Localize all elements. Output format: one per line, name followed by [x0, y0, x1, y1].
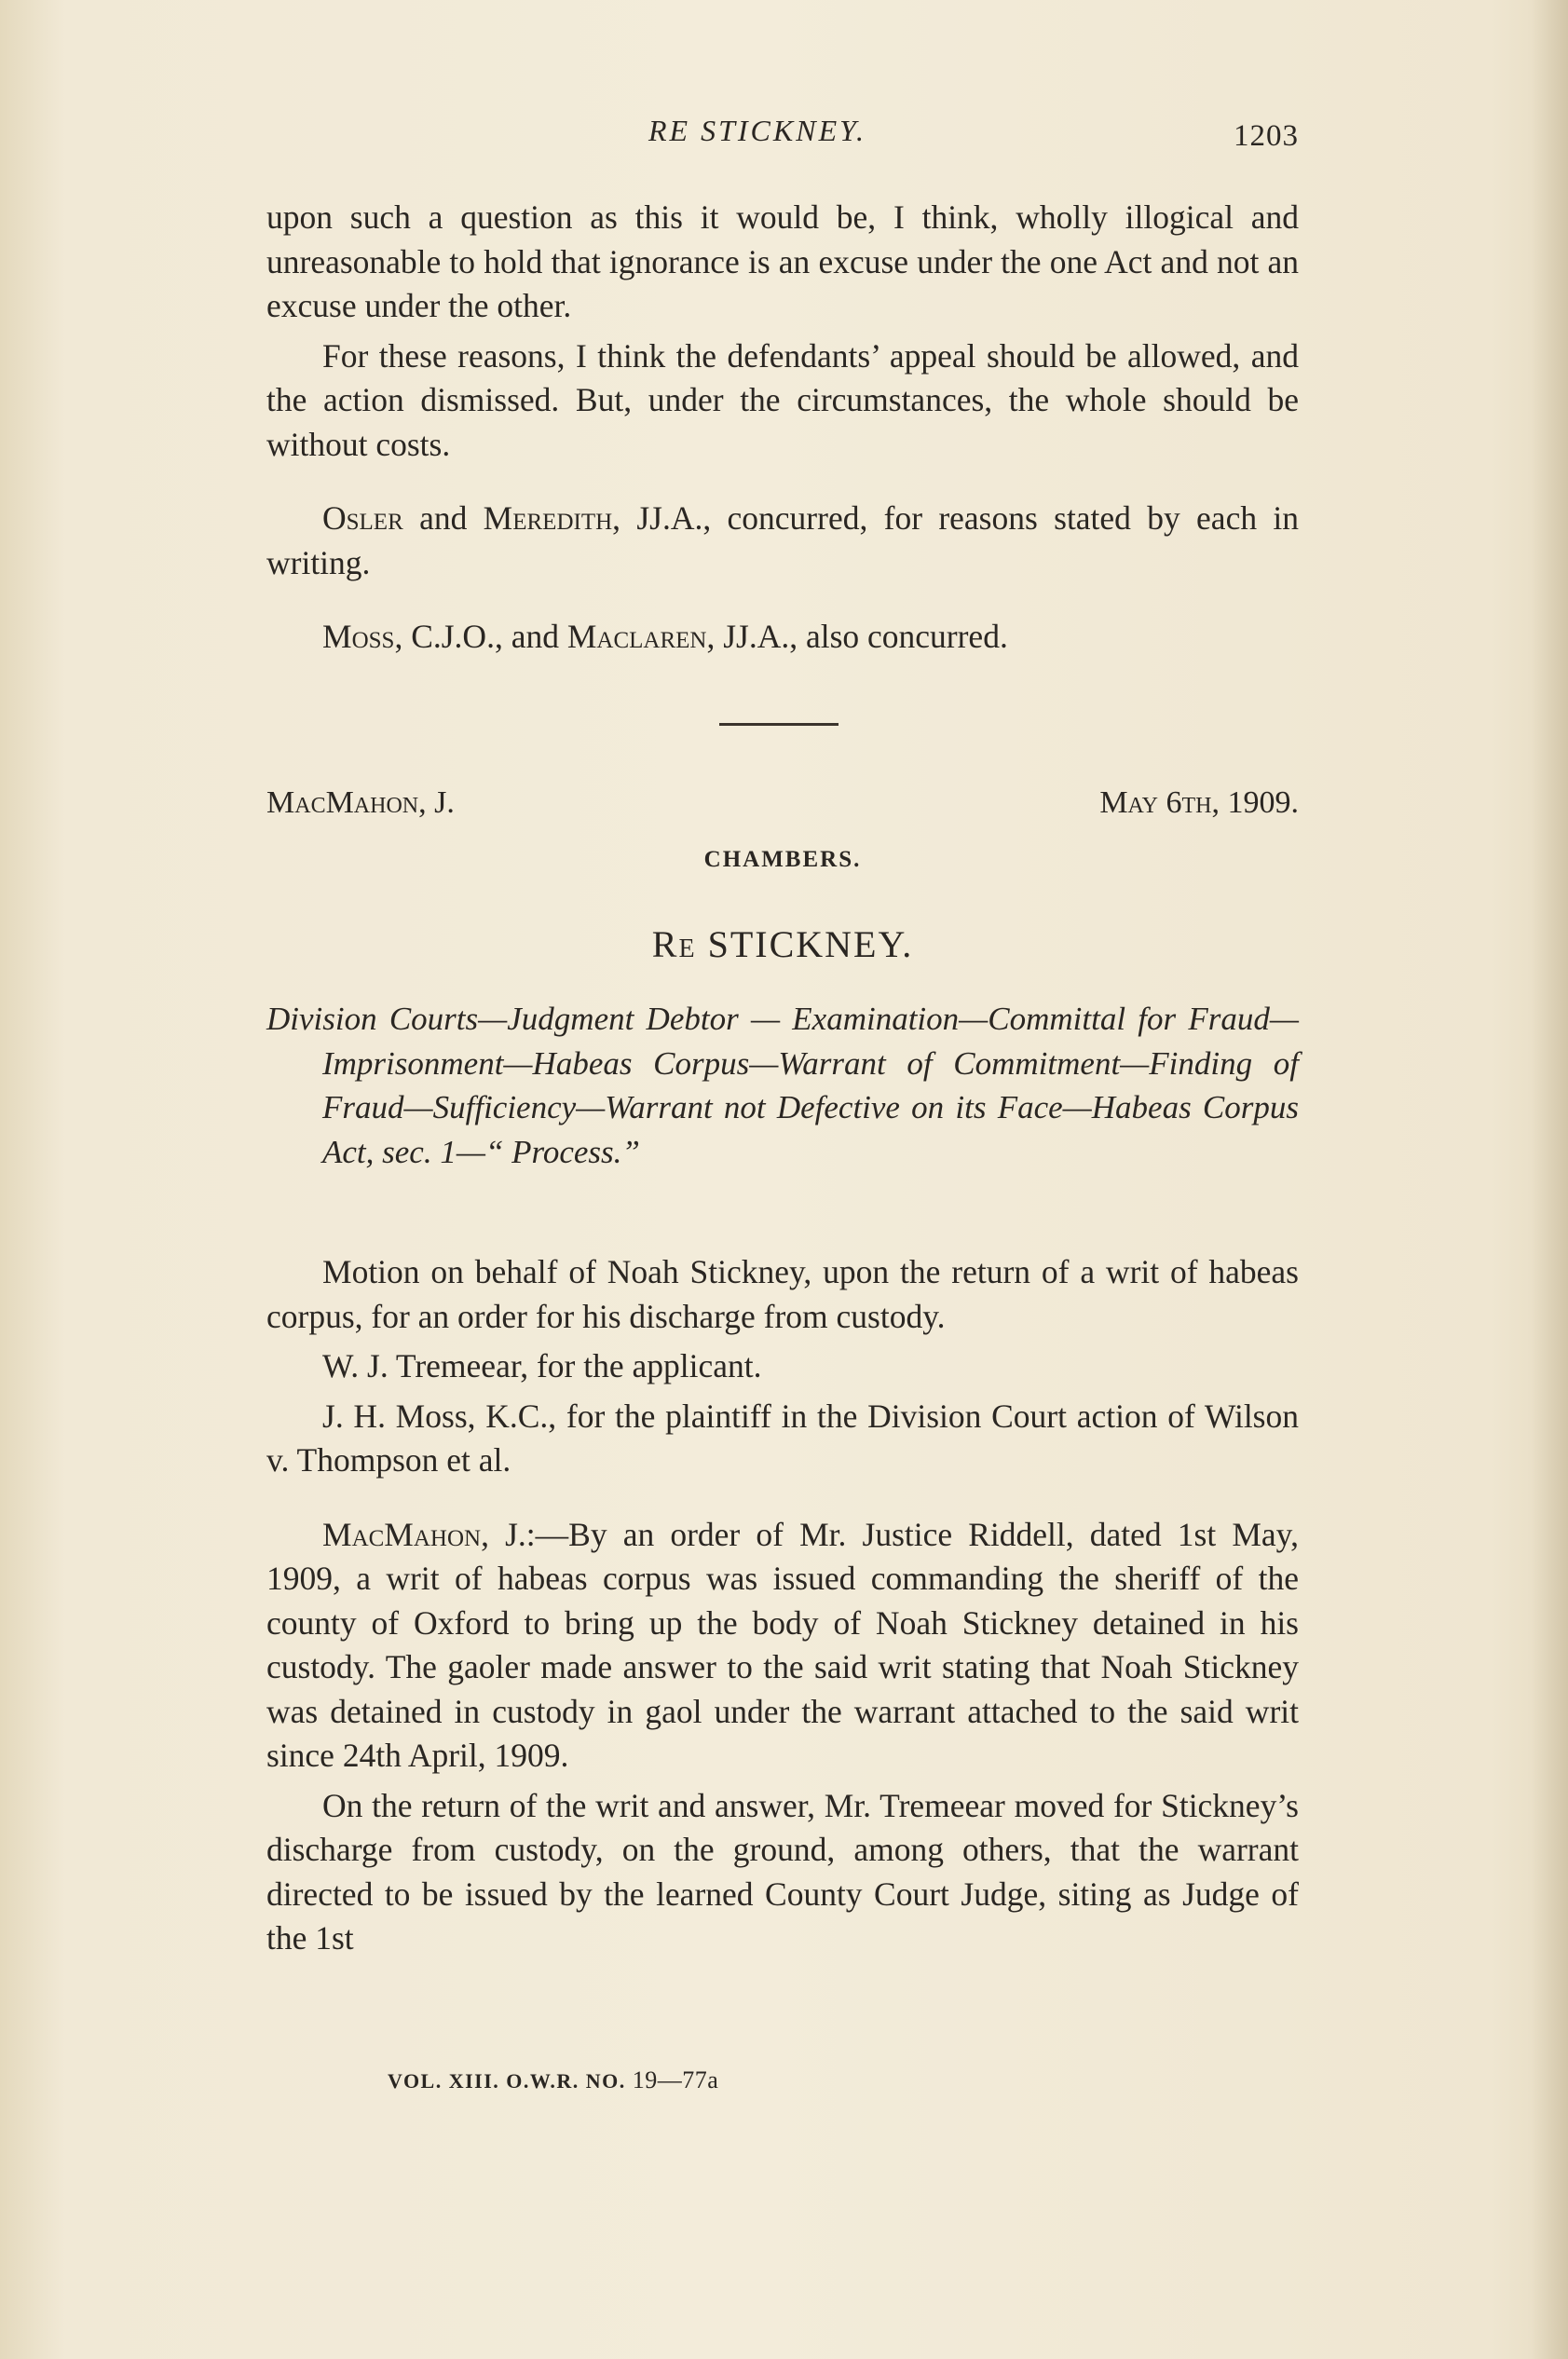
- court-venue: CHAMBERS.: [703, 847, 862, 872]
- headnote: Division Courts—Judgment Debtor — Examination—Committal for Fraud—Imprisonment—Habeas Corpus—Warrant of Commitment—Finding of Fraud—Sufficiency—Warrant not Defective on its Face—Habeas Corpus Act, sec. 1—“ Process.”: [266, 1001, 1299, 1170]
- judgment-paragraph: On the return of the writ and answer, Mr. Tremeear moved for Stickney’s discharge from custody, on the ground, among others, that the warrant directed to be issued by the learned County Court Judge, siting as Judge of the 1st: [266, 1786, 1299, 1957]
- decision-date: May 6th, 1909.: [1099, 785, 1299, 820]
- presiding-judge: MacMahon, J.: [266, 785, 455, 820]
- judge-name: Osler: [322, 499, 403, 537]
- judgment-text: , J.:—By an order of Mr. Justice Riddell, dated 1st May, 1909, a writ of habeas corpus was issued commanding the sheriff of the county of Oxford to bring up the body of Noah Stickney detained in his custody. The gaoler made answer to the said writ stating that Noah Stickney was detained in custody in gaol under the warrant attached to the said writ since 24th April, 1909.: [266, 1515, 1299, 1774]
- opinion-conclusion: [266, 196, 1299, 660]
- case-title-prefix: Re: [651, 923, 697, 965]
- concurrence-text: , JJ.A., also concurred.: [706, 618, 1008, 655]
- signature-mark: [388, 2066, 718, 2094]
- signature-text: VOL. XIII. O.W.R. NO.: [388, 2069, 626, 2093]
- connector-text: , C.J.O., and: [394, 618, 567, 655]
- case-body: [266, 1250, 1299, 1961]
- counsel-line: W. J. Tremeear, for the applicant.: [322, 1347, 762, 1384]
- page-number: 1203: [1234, 119, 1299, 153]
- case-judge-date-line: [266, 785, 1299, 832]
- judge-name: Meredith: [483, 499, 613, 537]
- paragraph: For these reasons, I think the defendants’ appeal should be allowed, and the action dismissed. But, under the circumstances, the whole should be without costs.: [266, 336, 1299, 463]
- paragraph: Motion on behalf of Noah Stickney, upon the return of a writ of habeas corpus, for an order for his discharge from custody.: [266, 1253, 1299, 1335]
- section-divider: [719, 723, 839, 726]
- running-title: RE STICKNEY.: [648, 114, 866, 147]
- concurrence-line: [266, 497, 1299, 585]
- connector-text: and: [402, 499, 484, 537]
- signature-number: 19—77a: [632, 2066, 719, 2093]
- paragraph: upon such a question as this it would be, I think, wholly illogical and unreasonable to hold that ignorance is an excuse under the one Act and not an excuse under the other.: [266, 198, 1299, 324]
- page-header: [266, 114, 1299, 160]
- judge-name: MacMahon: [322, 1515, 482, 1553]
- judgment-paragraph: [266, 1513, 1299, 1779]
- judge-name: Moss: [322, 618, 395, 655]
- concurrence-line: [266, 615, 1299, 660]
- counsel-line: J. H. Moss, K.C., for the plaintiff in the Division Court action of Wilson v. Thompson et al.: [266, 1397, 1299, 1479]
- concurrence-text: , JJ.A., concurred, for reasons stated by each in writing.: [266, 499, 1299, 581]
- judge-name: Maclaren: [566, 618, 707, 655]
- case-title-name: STICKNEY.: [696, 923, 914, 965]
- page-edge-shadow: [1531, 0, 1568, 2359]
- case-title: [266, 922, 1299, 966]
